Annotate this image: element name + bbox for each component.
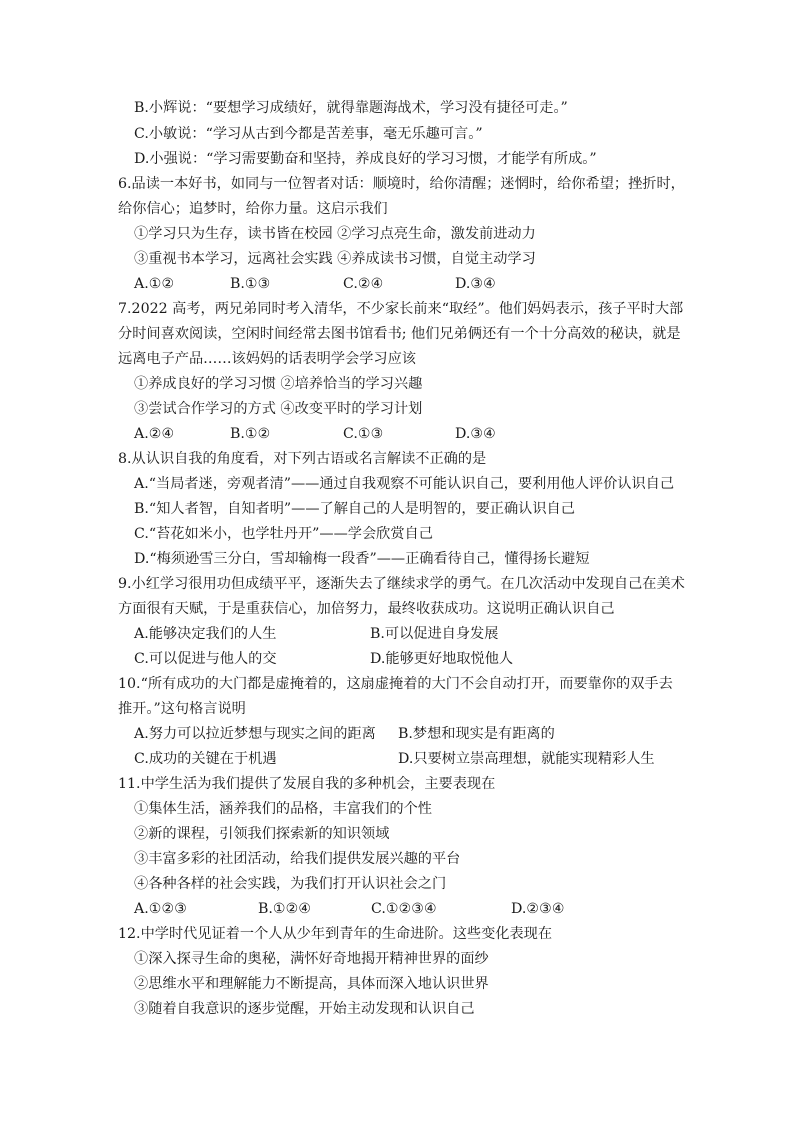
q10-option-a: A.努力可以拉近梦想与现实之间的距离 <box>134 726 376 742</box>
q11-option-b: B.①②④ <box>258 901 312 917</box>
q11-option-d: D.②③④ <box>511 901 565 917</box>
q7-stem-line-3: 远离电子产品……该妈妈的话表明学会学习应该 <box>118 351 416 367</box>
q8-option-c: C.“苔花如米小，也学牡丹开”——学会欣赏自己 <box>134 526 433 542</box>
q8-option-a: A.“当局者迷，旁观者清”——通过自我观察不可能认识自己，要利用他人评价认识自己 <box>134 476 675 492</box>
q8-option-b: B.“知人者智，自知者明”——了解自己的人是明智的，要正确认识自己 <box>134 501 575 517</box>
q6-option-b: B.①③ <box>230 276 271 292</box>
q7-option-c: C.①③ <box>343 426 384 442</box>
q6-stem-line-1: 6.品读一本好书，如同与一位智者对话：顺境时，给你清醒；迷惘时，给你希望；挫折时， <box>118 176 685 192</box>
q9-option-d: D.能够更好地取悦他人 <box>370 651 514 667</box>
q6-stem-line-2: 给你信心；追梦时，给你力量。这启示我们 <box>118 201 388 217</box>
q11-statement-3: ③丰富多彩的社团活动，给我们提供发展兴趣的平台 <box>134 851 461 867</box>
q7-option-b: B.①② <box>230 426 271 442</box>
q10-option-d: D.只要树立崇高理想，就能实现精彩人生 <box>398 751 655 767</box>
q6-option-d: D.③④ <box>455 276 496 292</box>
q6-statement-line-1: ①学习只为生存，读书皆在校园 ②学习点亮生命，激发前进动力 <box>134 226 536 242</box>
q5-option-b: B.小辉说：“要想学习成绩好，就得靠题海战术，学习没有捷径可走。” <box>134 100 568 116</box>
q12-statement-1: ①深入探寻生命的奥秘，满怀好奇地揭开精神世界的面纱 <box>134 951 489 967</box>
q11-option-c: C.①②③④ <box>371 901 437 917</box>
q11-statement-4: ④各种各样的社会实践，为我们打开认识社会之门 <box>134 876 447 892</box>
q10-stem-line-1: 10.“所有成功的大门都是虚掩着的，这扇虚掩着的大门不会自动打开，而要靠你的双手去 <box>118 676 673 692</box>
q7-statement-line-2: ③尝试合作学习的方式 ④改变平时的学习计划 <box>134 401 423 417</box>
q9-option-c: C.可以促进与他人的交 <box>134 651 277 667</box>
q7-stem-line-1: 7.2022 高考，两兄弟同时考入清华，不少家长前来“取经”。他们妈妈表示，孩子平时大部 <box>118 301 684 317</box>
q8-option-d: D.“梅须逊雪三分白，雪却输梅一段香”——正确看待自己，懂得扬长避短 <box>134 551 590 567</box>
q10-option-b: B.梦想和现实是有距离的 <box>398 726 555 742</box>
q6-option-c: C.②④ <box>343 276 384 292</box>
q11-stem: 11.中学生活为我们提供了发展自我的多种机会，主要表现在 <box>118 776 496 792</box>
q6-option-a: A.①② <box>134 276 175 292</box>
q12-statement-3: ③随着自我意识的逐步觉醒，开始主动发现和认识自己 <box>134 1001 475 1017</box>
q11-option-a: A.①②③ <box>134 901 187 917</box>
q9-stem-line-1: 9.小红学习很用功但成绩平平，逐渐失去了继续求学的勇气。在几次活动中发现自己在美术 <box>118 576 685 592</box>
q10-option-c: C.成功的关键在于机遇 <box>134 751 277 767</box>
q5-option-d: D.小强说：“学习需要勤奋和坚持，养成良好的学习习惯，才能学有所成。” <box>134 151 597 167</box>
q7-option-a: A.②④ <box>134 426 175 442</box>
q7-option-d: D.③④ <box>455 426 496 442</box>
q5-option-c: C.小敏说：“学习从古到今都是苦差事，毫无乐趣可言。” <box>134 126 483 142</box>
q12-statement-2: ②思维水平和理解能力不断提高，具体而深入地认识世界 <box>134 976 489 992</box>
q11-statement-2: ②新的课程，引领我们探索新的知识领域 <box>134 826 390 842</box>
q7-stem-line-2: 分时间喜欢阅读，空闲时间经常去图书馆看书; 他们兄弟俩还有一个十分高效的秘诀，就是 <box>118 326 681 342</box>
q9-option-a: A.能够决定我们的人生 <box>134 626 277 642</box>
q9-stem-line-2: 方面很有天赋，于是重获信心，加倍努力，最终收获成功。这说明正确认识自己 <box>118 601 615 617</box>
q10-stem-line-2: 推开。”这句格言说明 <box>118 701 246 717</box>
q11-statement-1: ①集体生活，涵养我们的品格，丰富我们的个性 <box>134 801 432 817</box>
q9-option-b: B.可以促进自身发展 <box>370 626 499 642</box>
q6-statement-line-2: ③重视书本学习，远离社会实践 ④养成读书习惯，自觉主动学习 <box>134 251 536 267</box>
q12-stem: 12.中学时代见证着一个人从少年到青年的生命进阶。这些变化表现在 <box>118 926 553 942</box>
q7-statement-line-1: ①养成良好的学习习惯 ②培养恰当的学习兴趣 <box>134 376 423 392</box>
q8-stem: 8.从认识自我的角度看，对下列古语或名言解读不正确的是 <box>118 451 487 467</box>
